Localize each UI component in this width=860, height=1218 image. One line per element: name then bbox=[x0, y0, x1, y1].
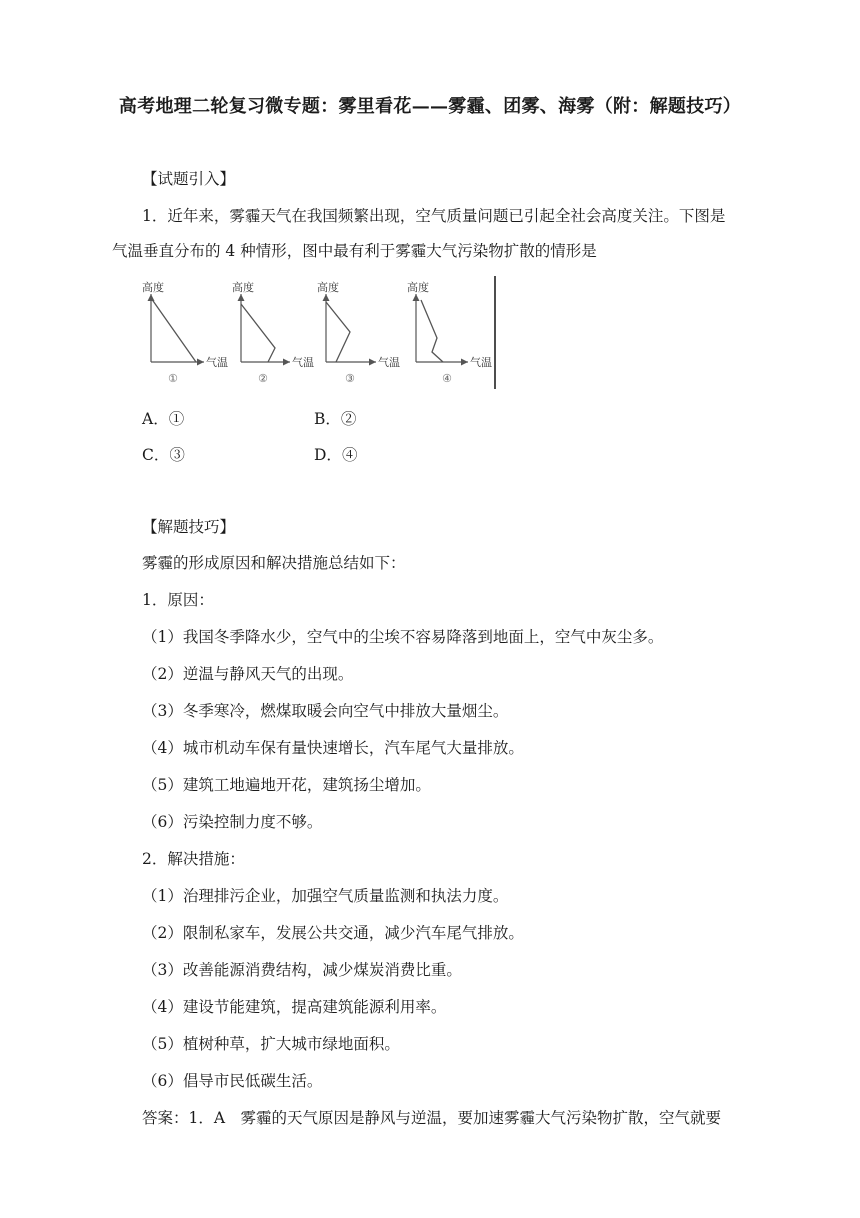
panel-3-number: ③ bbox=[345, 372, 355, 385]
panel-1-number: ① bbox=[168, 372, 178, 385]
option-c-letter: C． bbox=[142, 446, 170, 464]
panel-4-y-label: 高度 bbox=[407, 281, 429, 294]
document-title: 高考地理二轮复习微专题：雾里看花——雾霾、团雾、海雾（附：解题技巧） bbox=[118, 96, 742, 117]
panel-2-x-label: 气温 bbox=[292, 356, 314, 369]
question-line-1: 1．近年来，雾霾天气在我国频繁出现，空气质量问题已引起全社会高度关注。下图是 bbox=[142, 207, 726, 225]
option-d-letter: D． bbox=[314, 446, 342, 464]
profile-panel-2 bbox=[232, 280, 314, 385]
measure-item: （3）改善能源消费结构，减少煤炭消费比重。 bbox=[142, 961, 462, 979]
panel-4-x-label: 气温 bbox=[470, 356, 492, 369]
measure-item: （6）倡导市民低碳生活。 bbox=[142, 1072, 323, 1090]
option-a-letter: A． bbox=[142, 410, 169, 428]
cause-item: （6）污染控制力度不够。 bbox=[142, 813, 323, 831]
panel-1-x-label: 气温 bbox=[206, 356, 228, 369]
cause-item: （5）建筑工地遍地开花，建筑扬尘增加。 bbox=[142, 776, 431, 794]
option-b-value: ② bbox=[340, 410, 357, 428]
answer-line: 答案：1．A 雾霾的天气原因是静风与逆温，要加速雾霾大气污染物扩散，空气就要 bbox=[142, 1109, 722, 1127]
profile-panel-1 bbox=[142, 280, 228, 385]
panel-4-number: ④ bbox=[442, 372, 452, 385]
option-a[interactable] bbox=[142, 407, 184, 429]
measure-item: （5）植树种草，扩大城市绿地面积。 bbox=[142, 1035, 400, 1053]
measures-title: 2．解决措施： bbox=[142, 850, 245, 868]
temperature-profile-figure bbox=[140, 276, 500, 391]
measure-item: （4）建设节能建筑，提高建筑能源利用率。 bbox=[142, 998, 447, 1016]
cause-item: （4）城市机动车保有量快速增长，汽车尾气大量排放。 bbox=[142, 739, 524, 757]
panel-1-y-label: 高度 bbox=[142, 281, 164, 294]
profile-panel-4 bbox=[407, 280, 492, 385]
measure-item: （1）治理排污企业，加强空气质量监测和执法力度。 bbox=[142, 887, 509, 905]
intro-heading: 【试题引入】 bbox=[142, 170, 236, 188]
option-a-value: ① bbox=[168, 410, 185, 428]
option-b-letter: B． bbox=[314, 410, 341, 428]
summary-line: 雾霾的形成原因和解决措施总结如下： bbox=[142, 554, 406, 572]
cause-item: （3）冬季寒冷，燃煤取暖会向空气中排放大量烟尘。 bbox=[142, 702, 509, 720]
measure-item: （2）限制私家车，发展公共交通，减少汽车尾气排放。 bbox=[142, 924, 524, 942]
option-c[interactable] bbox=[142, 443, 185, 465]
profile-panel-3 bbox=[317, 280, 400, 385]
cause-item: （2）逆温与静风天气的出现。 bbox=[142, 665, 354, 683]
causes-title: 1．原因： bbox=[142, 591, 214, 609]
question-line-2: 气温垂直分布的 4 种情形，图中最有利于雾霾大气污染物扩散的情形是 bbox=[112, 242, 597, 260]
panel-3-x-label: 气温 bbox=[378, 356, 400, 369]
option-d[interactable] bbox=[314, 443, 357, 465]
option-c-value: ③ bbox=[169, 446, 185, 464]
panel-3-y-label: 高度 bbox=[317, 281, 339, 294]
profile-diagrams bbox=[140, 276, 500, 391]
option-d-value: ④ bbox=[341, 446, 358, 464]
panel-2-number: ② bbox=[258, 372, 268, 385]
tips-heading: 【解题技巧】 bbox=[142, 518, 236, 536]
panel-2-y-label: 高度 bbox=[232, 281, 254, 294]
cause-item: （1）我国冬季降水少，空气中的尘埃不容易降落到地面上，空气中灰尘多。 bbox=[142, 628, 664, 646]
option-b[interactable] bbox=[314, 407, 356, 429]
